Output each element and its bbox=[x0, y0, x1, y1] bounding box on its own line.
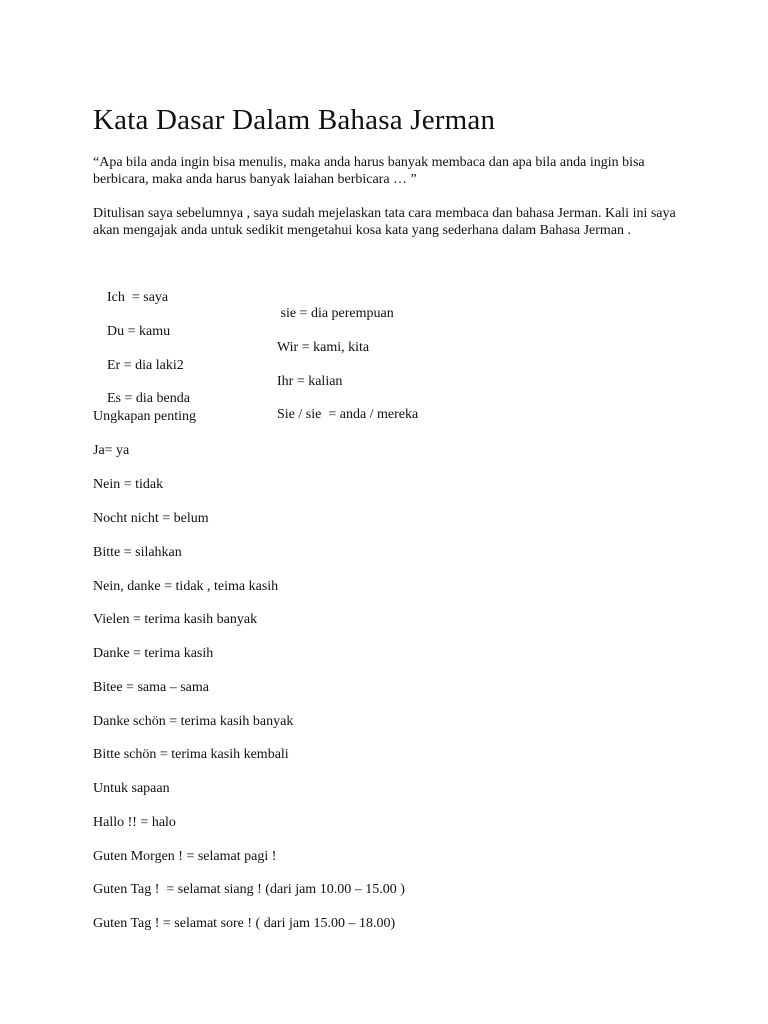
section-heading-greetings: Untuk sapaan bbox=[93, 781, 170, 796]
pronoun-right: Wir = kami, kita bbox=[277, 340, 370, 355]
vocab-line: Bitee = sama – sama bbox=[93, 680, 209, 695]
vocab-line: Guten Tag ! = selamat siang ! (dari jam 10.00 – 15.00 ) bbox=[93, 882, 405, 897]
document-title: Kata Dasar Dalam Bahasa Jerman bbox=[93, 104, 496, 136]
vocab-line: Vielen = terima kasih banyak bbox=[93, 612, 258, 627]
pronoun-left: Ich = saya bbox=[107, 290, 169, 305]
pronoun-left: Du = kamu bbox=[107, 324, 171, 339]
vocab-line: Danke = terima kasih bbox=[93, 646, 214, 661]
intro-paragraph: Ditulisan saya sebelumnya , saya sudah mejelaskan tata cara membaca dan bahasa Jerman. Kali ini saya akan mengajak anda untuk sedikit mengetahui kosa kata yang sederhana dalam Bahasa Jerman . bbox=[93, 206, 676, 238]
vocab-line: Danke schön = terima kasih banyak bbox=[93, 714, 294, 729]
vocab-line: Bitte = silahkan bbox=[93, 545, 182, 560]
vocab-line: Nein = tidak bbox=[93, 477, 164, 492]
vocab-line: Nocht nicht = belum bbox=[93, 511, 209, 526]
vocab-line: Hallo !! = halo bbox=[93, 815, 176, 830]
pronoun-left: Er = dia laki2 bbox=[107, 358, 184, 373]
vocab-line: Guten Tag ! = selamat sore ! ( dari jam 15.00 – 18.00) bbox=[93, 916, 396, 931]
pronoun-right: Ihr = kalian bbox=[277, 374, 343, 389]
pronoun-right: sie = dia perempuan bbox=[277, 306, 394, 321]
vocab-line: Ja= ya bbox=[93, 443, 130, 458]
opening-quote: “Apa bila anda ingin bisa menulis, maka anda harus banyak membaca dan apa bila anda ingin bisa berbicara, maka anda harus banyak laiahan berbicara … ” bbox=[93, 155, 645, 187]
pronoun-left: Es = dia benda bbox=[107, 391, 190, 406]
pronoun-right: Sie / sie = anda / mereka bbox=[277, 407, 419, 422]
vocab-line: Bitte schön = terima kasih kembali bbox=[93, 747, 289, 762]
section-heading-phrases: Ungkapan penting bbox=[93, 409, 197, 424]
vocab-line: Nein, danke = tidak , teima kasih bbox=[93, 579, 279, 594]
vocab-line: Guten Morgen ! = selamat pagi ! bbox=[93, 849, 277, 864]
